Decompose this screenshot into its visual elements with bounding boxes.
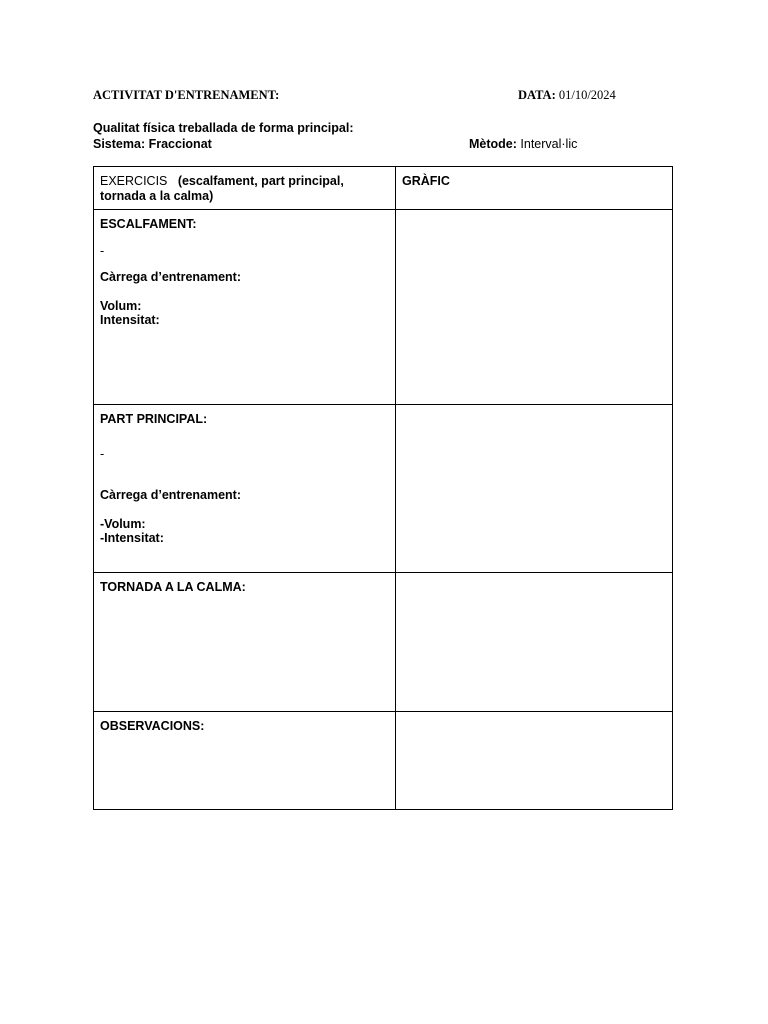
warmup-cell [94, 210, 396, 405]
quality-label: Qualitat física treballada de forma principal: [93, 121, 354, 135]
main-part-cell [94, 405, 396, 573]
graph-header-cell [396, 167, 673, 210]
activity-label: ACTIVITAT D'ENTRENAMENT: [93, 88, 280, 102]
warmup-row [94, 210, 673, 405]
exercises-header-sub: (escalfament, part principal, tornada a la calma) [100, 174, 344, 203]
warmup-graph-cell[interactable] [396, 210, 673, 405]
cooldown-graph-cell[interactable] [396, 573, 673, 712]
main-part-intensity-label: -Intensitat: [100, 531, 164, 545]
system-label: Sistema: [93, 137, 146, 151]
warmup-load-label: Càrrega d’entrenament: [100, 270, 242, 284]
method-label: Mètode: [469, 137, 517, 151]
main-part-load-label: Càrrega d’entrenament: [100, 488, 242, 502]
observations-cell [94, 712, 396, 810]
cooldown-title: TORNADA A LA CALMA: [100, 580, 246, 594]
warmup-dash: - [100, 243, 105, 258]
warmup-title: ESCALFAMENT: [100, 217, 197, 231]
warmup-volume-label: Volum: [100, 298, 142, 313]
observations-title: OBSERVACIONS: [100, 719, 205, 733]
date-label: DATA: [518, 88, 556, 102]
cooldown-row [94, 573, 673, 712]
date-value: 01/10/2024 [558, 88, 616, 102]
table-header-row [94, 167, 673, 210]
main-part-row [94, 405, 673, 573]
exercises-header-cell [94, 167, 396, 210]
cooldown-cell [94, 573, 396, 712]
warmup-intensity-label: Intensitat: [100, 313, 160, 327]
system-value: Fraccionat [148, 137, 212, 151]
main-part-dash: - [100, 446, 105, 461]
graph-header: GRÀFIC [402, 174, 450, 188]
method-field [469, 137, 577, 151]
training-plan-table [93, 166, 673, 810]
observations-row [94, 712, 673, 810]
method-value: Interval·lic [520, 137, 578, 151]
main-part-volume-label: -Volum: [100, 516, 146, 531]
main-part-title: PART PRINCIPAL: [100, 412, 208, 426]
date-field [518, 88, 616, 103]
system-field [93, 137, 212, 151]
main-part-graph-cell[interactable] [396, 405, 673, 573]
exercises-header-main: EXERCICIS [100, 174, 168, 188]
observations-graph-cell[interactable] [396, 712, 673, 810]
